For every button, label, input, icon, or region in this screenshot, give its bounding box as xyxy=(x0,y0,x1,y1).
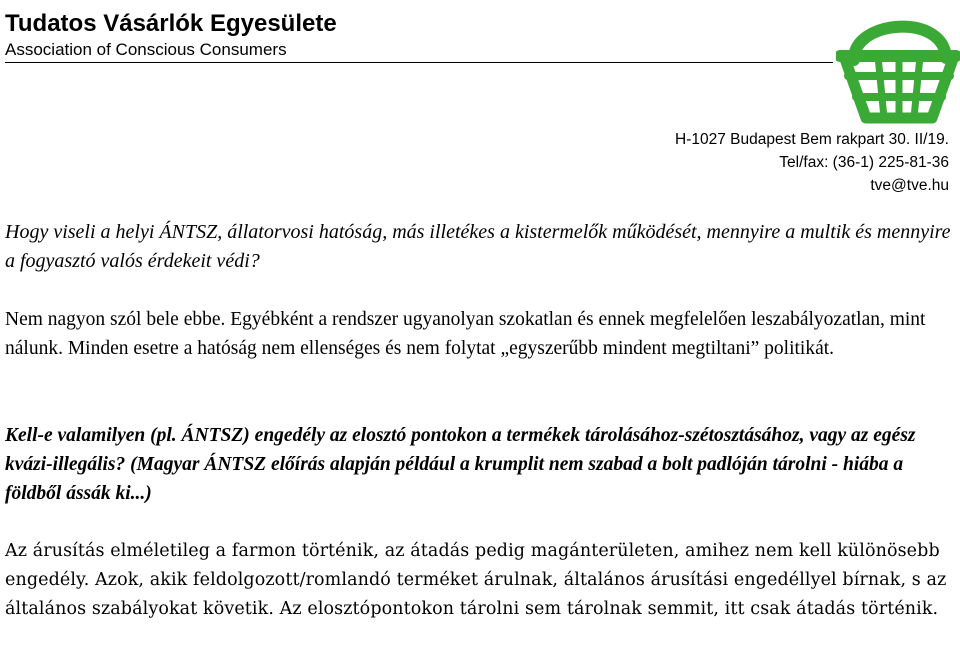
contact-block xyxy=(675,128,949,197)
answer-2: Az árusítás elméletileg a farmon történik, az átadás pedig magánterületen, amihez nem kell különösebb engedély. Azok, akik feldolgozott/romlandó terméket árulnak, általános árusítási engedéllyel bírnak, s az általános szabályokat követik. Az elosztópontokon tárolni sem tárolnak semmit, itt csak átadás történik. xyxy=(5,541,947,619)
organization-name: Tudatos Vásárlók Egyesülete xyxy=(5,10,337,37)
organization-name-english: Association of Conscious Consumers xyxy=(5,40,287,59)
header-divider xyxy=(5,62,833,63)
email: tve@tve.hu xyxy=(870,177,949,194)
green-basket-icon xyxy=(836,4,960,124)
phone-fax: Tel/fax: (36-1) 225-81-36 xyxy=(779,154,949,171)
question-2 xyxy=(5,421,955,508)
answer-1: Nem nagyon szól bele ebbe. Egyébként a rendszer ugyanolyan szokatlan és ennek megfelelően leszabályozatlan, mint nálunk. Minden esetre a hatóság nem ellenséges és nem folytat „egyszerűbb mindent megtiltani” politikát. xyxy=(5,309,926,359)
address: H-1027 Budapest Bem rakpart 30. II/19. xyxy=(675,131,949,148)
question-1: Hogy viseli a helyi ÁNTSZ, állatorvosi hatóság, más illetékes a kistermelők működését, mennyire a multik és mennyire a fogyasztó valós érdekeit védi? xyxy=(5,221,951,272)
question-2-note: (Magyar ÁNTSZ előírás alapján például a krumplit nem szabad a bolt padlóján tárolni - hiába a földből ássák ki...) xyxy=(5,454,904,504)
question-2-text: Kell-e valamilyen (pl. ÁNTSZ) engedély az elosztó pontokon a termékek tárolásához-szétosztásához, vagy az egész kvázi-illegális? xyxy=(5,425,916,475)
